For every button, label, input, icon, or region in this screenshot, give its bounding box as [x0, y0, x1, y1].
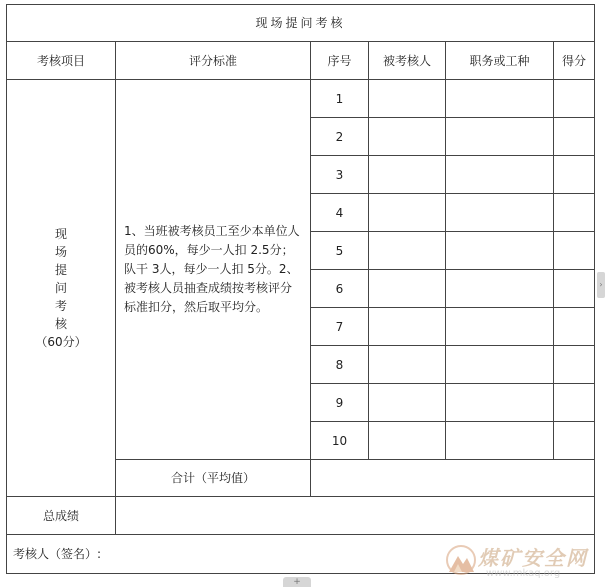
sum-label: 合计（平均值）: [116, 460, 311, 497]
examinee-cell[interactable]: [369, 194, 446, 232]
position-cell[interactable]: [446, 384, 554, 422]
score-cell[interactable]: [554, 384, 595, 422]
header-examinee: 被考核人: [369, 42, 446, 80]
examinee-cell[interactable]: [369, 232, 446, 270]
bottom-expand-handle[interactable]: [283, 577, 311, 587]
header-item: 考核项目: [7, 42, 116, 80]
position-cell[interactable]: [446, 308, 554, 346]
seq-cell: 9: [311, 384, 369, 422]
watermark-text: 煤矿安全网: [478, 546, 588, 570]
seq-cell: 4: [311, 194, 369, 232]
site-watermark: [444, 540, 604, 586]
seq-cell: 2: [311, 118, 369, 156]
score-cell[interactable]: [554, 346, 595, 384]
position-cell[interactable]: [446, 156, 554, 194]
section-points: （60分）: [35, 335, 87, 349]
score-cell[interactable]: [554, 308, 595, 346]
sum-value-cell[interactable]: [311, 460, 595, 497]
score-cell[interactable]: [554, 194, 595, 232]
header-seq: 序号: [311, 42, 369, 80]
seq-cell: 10: [311, 422, 369, 460]
side-expand-handle[interactable]: [597, 272, 605, 298]
position-cell[interactable]: [446, 118, 554, 156]
mountain-logo-icon: [444, 542, 478, 582]
section-label-char: 现: [54, 227, 67, 241]
score-cell[interactable]: [554, 118, 595, 156]
examinee-cell[interactable]: [369, 80, 446, 118]
score-cell[interactable]: [554, 156, 595, 194]
position-cell[interactable]: [446, 346, 554, 384]
examinee-cell[interactable]: [369, 384, 446, 422]
seq-cell: 1: [311, 80, 369, 118]
position-cell[interactable]: [446, 232, 554, 270]
header-score: 得分: [554, 42, 595, 80]
seq-cell: 8: [311, 346, 369, 384]
total-row: [7, 497, 595, 535]
total-label: 总成绩: [7, 497, 116, 535]
watermark-url: www.mkaq.org: [486, 568, 561, 579]
seq-cell: 5: [311, 232, 369, 270]
table-row: [7, 80, 595, 118]
examinee-cell[interactable]: [369, 346, 446, 384]
section-label-char: 问: [54, 281, 67, 295]
section-label-char: 场: [54, 245, 67, 259]
position-cell[interactable]: [446, 422, 554, 460]
examinee-cell[interactable]: [369, 270, 446, 308]
examinee-cell[interactable]: [369, 118, 446, 156]
examinee-cell[interactable]: [369, 422, 446, 460]
header-position: 职务或工种: [446, 42, 554, 80]
examinee-cell[interactable]: [369, 156, 446, 194]
score-cell[interactable]: [554, 80, 595, 118]
table-title: 现场提问考核: [7, 5, 595, 42]
header-criteria: 评分标准: [116, 42, 311, 80]
criteria-text: 1、当班被考核员工至少本单位人员的60%，每少一人扣 2.5分；队干 3人，每少一人扣 5分。2、被考核人员抽查成绩按考核评分标准扣分，然后取平均分。: [116, 80, 311, 460]
score-cell[interactable]: [554, 270, 595, 308]
section-label-char: 提: [54, 263, 67, 277]
seq-cell: 7: [311, 308, 369, 346]
score-cell[interactable]: [554, 232, 595, 270]
section-label-char: 考: [54, 299, 67, 313]
position-cell[interactable]: [446, 194, 554, 232]
score-cell[interactable]: [554, 422, 595, 460]
examinee-cell[interactable]: [369, 308, 446, 346]
plus-icon: +: [293, 577, 301, 587]
position-cell[interactable]: [446, 80, 554, 118]
position-cell[interactable]: [446, 270, 554, 308]
seq-cell: 6: [311, 270, 369, 308]
chevron-right-icon: ›: [599, 280, 603, 289]
header-row: [7, 42, 595, 80]
section-label-char: 核: [54, 317, 67, 331]
section-label: [7, 80, 116, 497]
signer-label: 考核人（签名）:: [7, 535, 595, 574]
seq-cell: 3: [311, 156, 369, 194]
assessment-table: [6, 4, 595, 574]
total-value-cell[interactable]: [116, 497, 595, 535]
